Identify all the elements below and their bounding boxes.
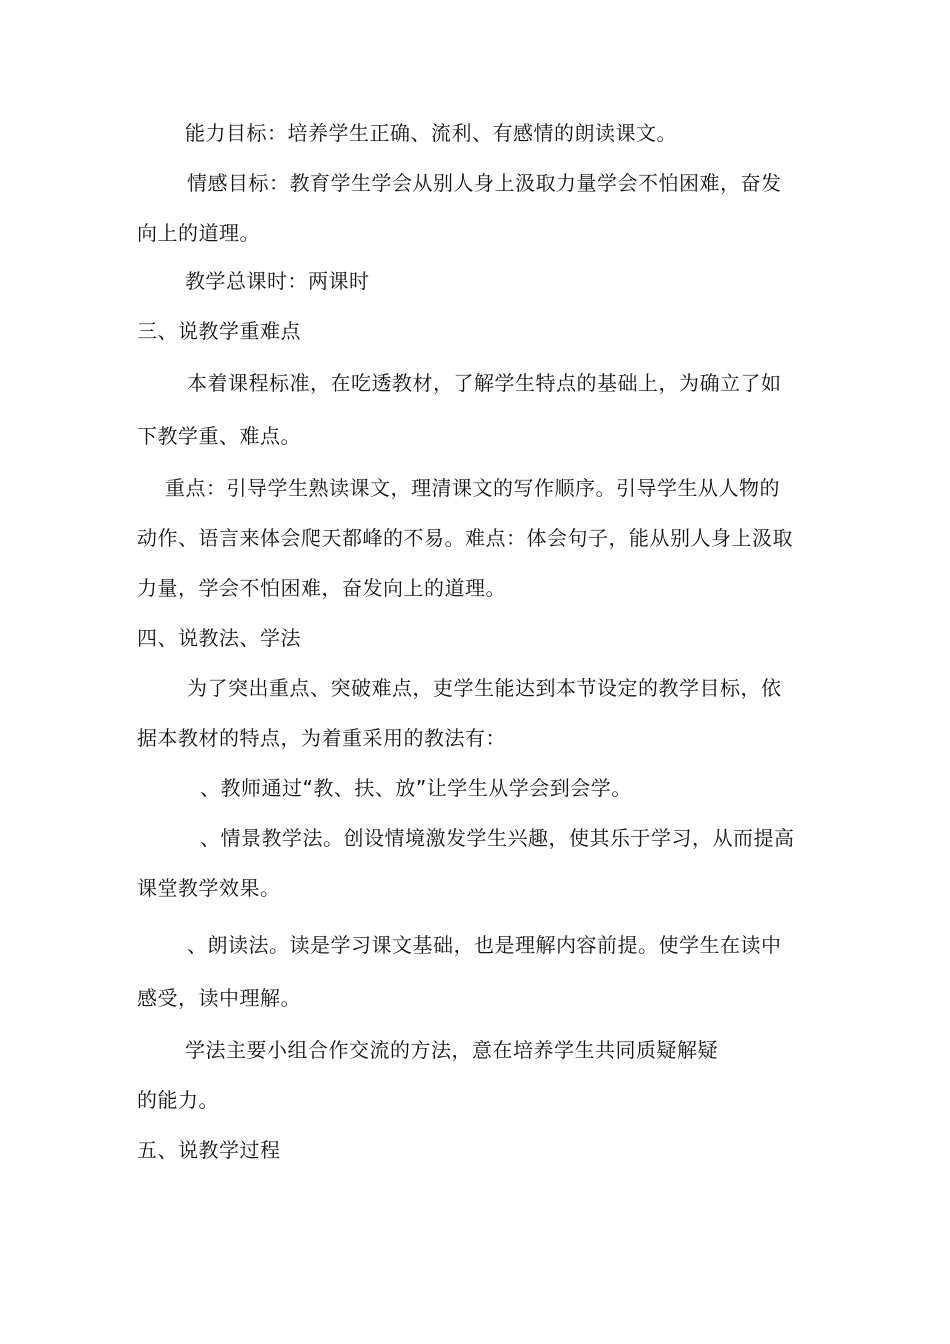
section-heading-5: 五、说教学过程 — [137, 1138, 281, 1162]
method-item-3-line-2: 感受，读中理解。 — [137, 986, 301, 1010]
learning-method-line-1: 学法主要小组合作交流的方法，意在培养学生共同质疑解疑 — [185, 1038, 718, 1062]
key-points-intro-line-2: 下教学重、难点。 — [137, 424, 301, 448]
total-lessons-line: 教学总课时：两课时 — [185, 269, 370, 293]
method-item-2-line-1: 、情景教学法。创设情境激发学生兴趣，使其乐于学习，从而提高 — [200, 826, 795, 850]
emotion-goal-line-1: 情感目标：教育学生学会从别人身上汲取力量学会不怕困难，奋发 — [187, 171, 782, 195]
key-points-intro-line-1: 本着课程标准，在吃透教材，了解学生特点的基础上，为确立了如 — [187, 371, 782, 395]
section-heading-4: 四、说教法、学法 — [137, 626, 301, 650]
emotion-goal-line-2: 向上的道理。 — [137, 221, 260, 245]
method-item-2-line-2: 课堂教学效果。 — [137, 876, 281, 900]
method-item-1: 、教师通过“教、扶、放”让学生从学会到会学。 — [200, 776, 632, 800]
key-points-line-1: 重点：引导学生熟读课文，理清课文的写作顺序。引导学生从人物的 — [165, 476, 780, 500]
section-heading-3: 三、说教学重难点 — [137, 319, 301, 343]
methods-intro-line-1: 为了突出重点、突破难点，吏学生能达到本节设定的教学目标，依 — [187, 676, 782, 700]
method-item-3-line-1: 、朗读法。读是学习课文基础，也是理解内容前提。使学生在读中 — [187, 933, 782, 957]
ability-goal-line: 能力目标：培养学生正确、流利、有感情的朗读课文。 — [185, 121, 677, 145]
key-points-line-3: 力量，学会不怕困难，奋发向上的道理。 — [137, 576, 506, 600]
key-points-line-2: 动作、语言来体会爬天都峰的不易。难点：体会句子，能从别人身上汲取 — [137, 526, 793, 550]
learning-method-line-2: 的能力。 — [137, 1088, 219, 1112]
methods-intro-line-2: 据本教材的特点，为着重采用的教法有： — [137, 726, 506, 750]
